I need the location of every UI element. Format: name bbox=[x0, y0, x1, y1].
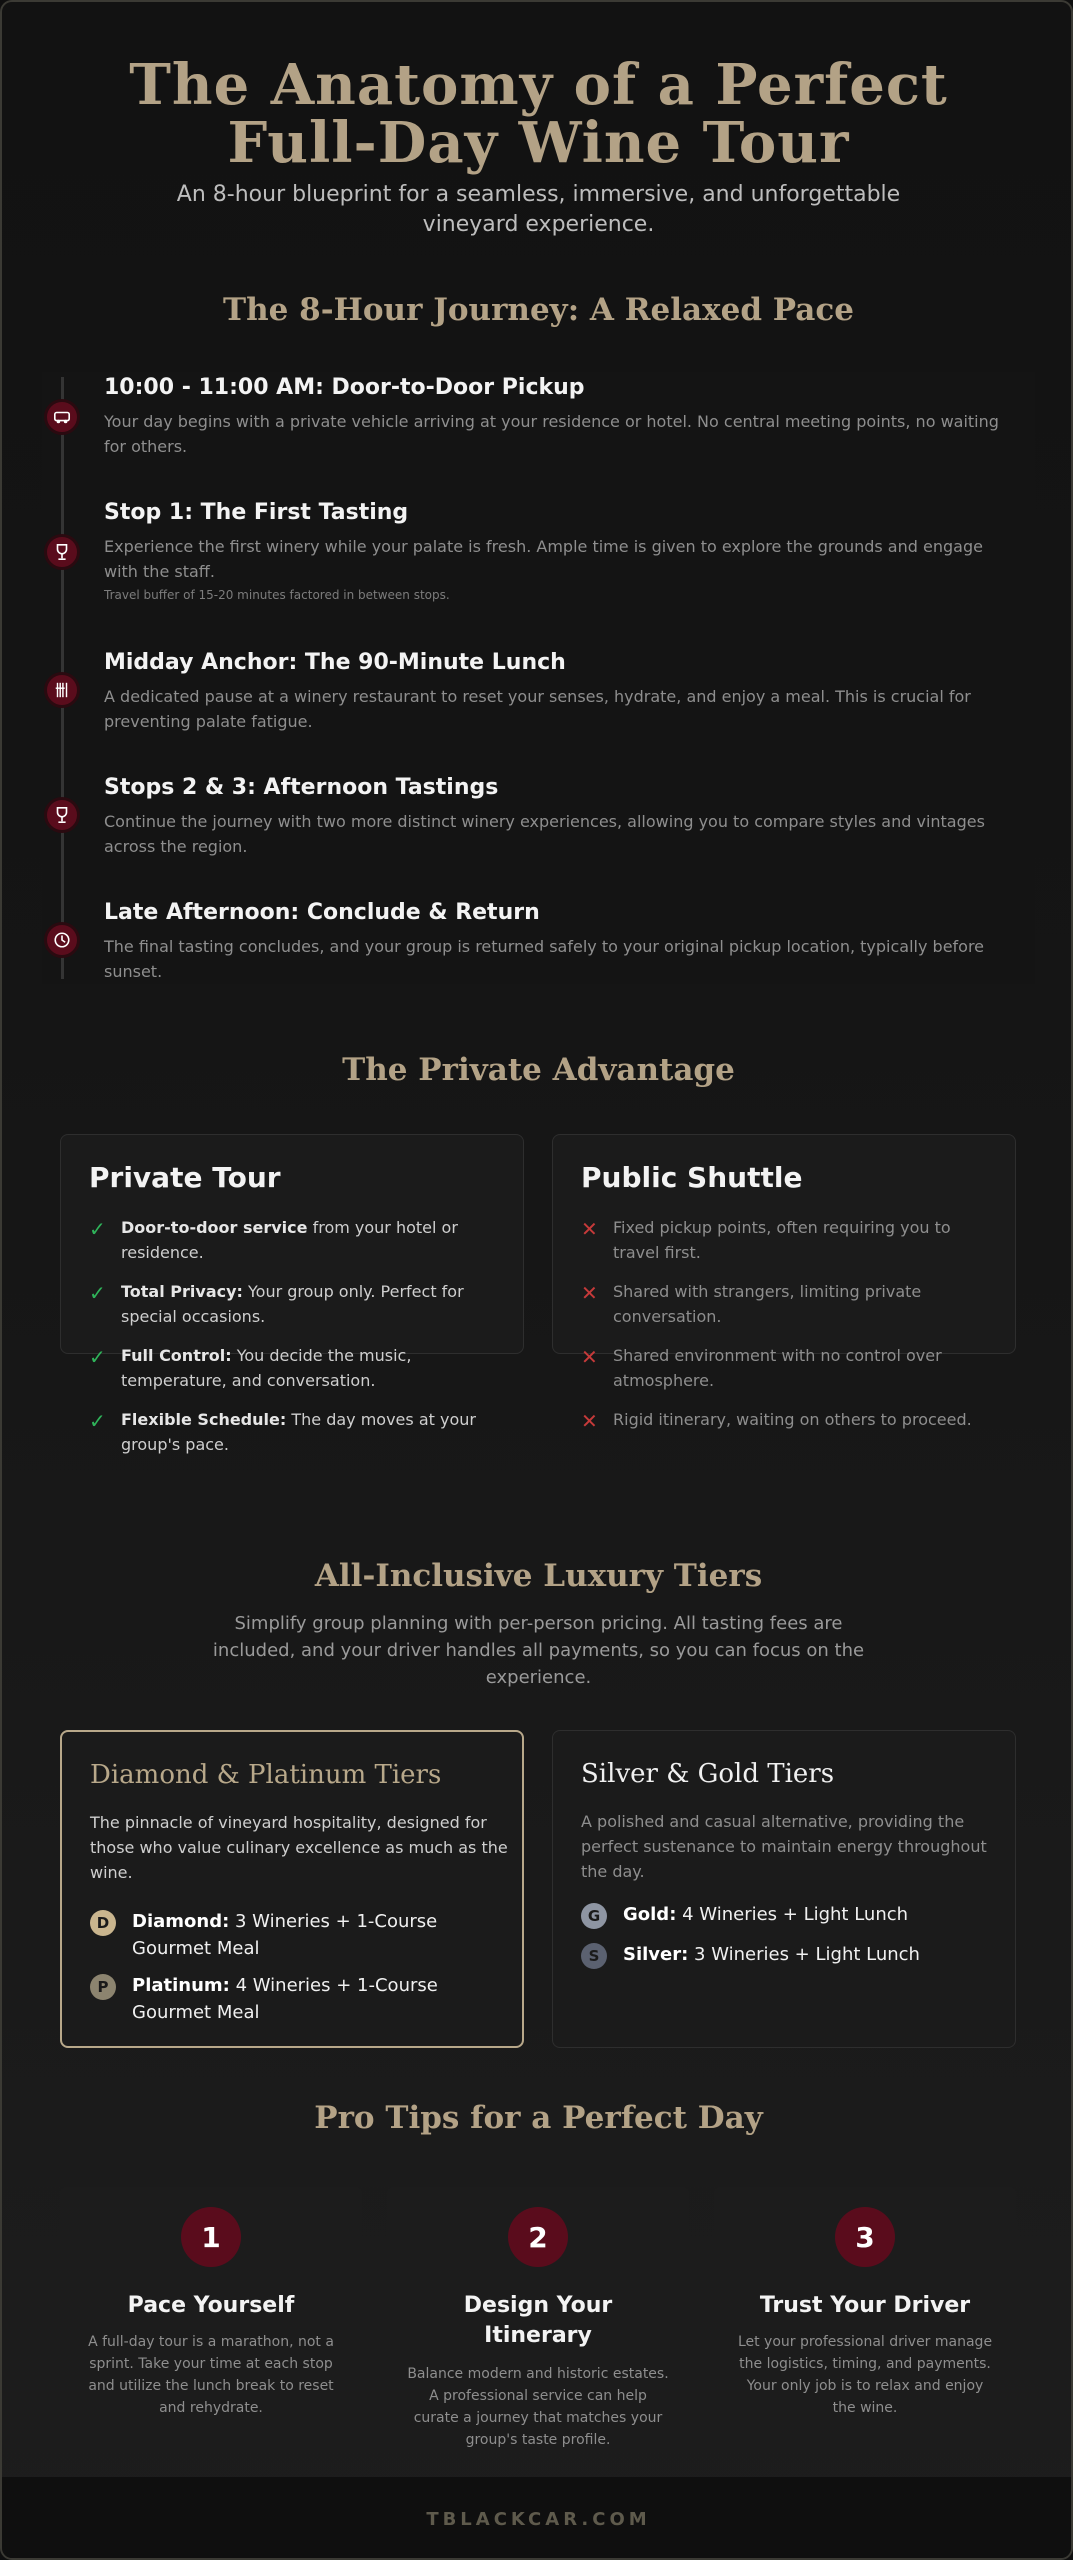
cross-icon: ✕ bbox=[581, 1409, 598, 1433]
tiers-intro: Simplify group planning with per-person pricing. All tasting fees are included, and your driver handles all payments, so you can focus on the experience. bbox=[212, 1613, 865, 1688]
timeline-item-title: Midday Anchor: The 90-Minute Lunch bbox=[104, 650, 566, 675]
tip-desc: Balance modern and historic estates. A professional service can help curate a journey that matches your group's taste profile. bbox=[407, 2366, 669, 2448]
tip-number: 3 bbox=[835, 2207, 895, 2267]
tip-number: 2 bbox=[508, 2207, 568, 2267]
tip-title: Pace Yourself bbox=[127, 2293, 295, 2318]
public-shuttle-title: Public Shuttle bbox=[581, 1161, 803, 1194]
standard-tier-desc: A polished and casual alternative, providing the perfect sustenance to maintain energy throughout the day. bbox=[581, 1812, 987, 1881]
timeline-item-title: Stop 1: The First Tasting bbox=[104, 500, 409, 525]
car-icon bbox=[44, 399, 80, 435]
silver-gold-card: Silver & Gold Tiers A polished and casual alternative, providing the perfect sustenance to maintain energy throughout the day. G Gold: 4 Wineries + Light Lunch S Silver: 3 Wineries + Light Lunch bbox=[552, 1730, 1016, 2048]
journey-title: The 8-Hour Journey: A Relaxed Pace bbox=[223, 292, 854, 328]
tip-desc: A full-day tour is a marathon, not a sprint. Take your time at each stop and utilize the lunch break to reset and rehydrate. bbox=[88, 2334, 334, 2416]
tip-card bbox=[714, 2187, 1016, 2449]
wine-glass-icon bbox=[44, 797, 80, 833]
tiers-title: All-Inclusive Luxury Tiers bbox=[314, 1558, 763, 1594]
footer-brand: TBLACKCAR.COM bbox=[426, 2509, 651, 2530]
utensils-icon bbox=[44, 672, 80, 708]
platinum-badge: P bbox=[90, 1974, 116, 2000]
timeline-item-desc: A dedicated pause at a winery restaurant to reset your senses, hydrate, and enjoy a meal. This is crucial for preventing palate fatigue. bbox=[104, 687, 971, 731]
timeline bbox=[42, 372, 1035, 984]
standard-tier-title: Silver & Gold Tiers bbox=[581, 1759, 835, 1789]
tip-desc: Let your professional driver manage the logistics, timing, and payments. Your only job is to relax and enjoy the wine. bbox=[737, 2334, 993, 2416]
tips-title: Pro Tips for a Perfect Day bbox=[314, 2100, 763, 2136]
private-tour-title: Private Tour bbox=[89, 1161, 281, 1194]
cross-icon: ✕ bbox=[581, 1281, 598, 1305]
cross-icon: ✕ bbox=[581, 1217, 598, 1241]
tip-title: Design Your Itinerary bbox=[463, 2293, 613, 2348]
check-icon: ✓ bbox=[89, 1409, 106, 1433]
check-icon: ✓ bbox=[89, 1281, 106, 1305]
diamond-platinum-card: Diamond & Platinum Tiers The pinnacle of vineyard hospitality, designed for those who value culinary excellence as much as the wine. D Diamond: 3 Wineries + 1-Course Gourmet Meal P Platinum: 4 Wineries + 1-Course Gourmet Meal bbox=[60, 1730, 524, 2048]
wine-glass-icon bbox=[44, 534, 80, 570]
premium-tier-desc: The pinnacle of vineyard hospitality, designed for those who value culinary excellence as much as the wine. bbox=[90, 1813, 508, 1882]
tip-card bbox=[60, 2187, 362, 2449]
advantage-title: The Private Advantage bbox=[342, 1052, 735, 1088]
tip-number: 1 bbox=[181, 2207, 241, 2267]
diamond-badge: D bbox=[90, 1910, 116, 1936]
timeline-item-desc: Your day begins with a private vehicle arriving at your residence or hotel. No central meeting points, no waiting for others. bbox=[104, 412, 999, 456]
timeline-item-title: 10:00 - 11:00 AM: Door-to-Door Pickup bbox=[104, 375, 585, 400]
tip-card bbox=[387, 2187, 689, 2449]
timeline-item-desc: Experience the first winery while your palate is fresh. Ample time is given to explore the grounds and engage with the staff. bbox=[104, 537, 983, 581]
timeline-item-title: Late Afternoon: Conclude & Return bbox=[104, 900, 540, 925]
clock-icon bbox=[44, 922, 80, 958]
premium-tier-title: Diamond & Platinum Tiers bbox=[90, 1760, 442, 1790]
public-shuttle-card: Public Shuttle ✕ Fixed pickup points, often requiring you to travel first. ✕ Shared with strangers, limiting private conversation. ✕ Shared environment with no control over atmosphere. ✕ Rigid itinerary, waiting on others to proceed. bbox=[552, 1134, 1016, 1354]
page-subtitle: An 8-hour blueprint for a seamless, immersive, and unforgettable vineyard experience. bbox=[176, 182, 901, 237]
check-icon: ✓ bbox=[89, 1345, 106, 1369]
cross-icon: ✕ bbox=[581, 1345, 598, 1369]
gold-badge: G bbox=[581, 1903, 607, 1929]
timeline-item-note: Travel buffer of 15-20 minutes factored in between stops. bbox=[104, 588, 450, 602]
timeline-item-desc: The final tasting concludes, and your group is returned safely to your original pickup location, typically before sunset. bbox=[104, 937, 985, 981]
private-tour-card: Private Tour ✓ Door-to-door service from your hotel or residence. ✓ Total Privacy: Your group only. Perfect for special occasions. ✓ Full Control: You decide the music, temperature, and conversation. ✓ Flexible Schedule: The day moves at your group's pace. bbox=[60, 1134, 524, 1354]
tip-title: Trust Your Driver bbox=[759, 2293, 971, 2318]
page-title: The Anatomy of a Perfect Full-Day Wine Tour bbox=[129, 52, 948, 176]
timeline-item-desc: Continue the journey with two more distinct winery experiences, allowing you to compare styles and vintages across the region. bbox=[104, 812, 985, 856]
check-icon: ✓ bbox=[89, 1217, 106, 1241]
silver-badge: S bbox=[581, 1943, 607, 1969]
timeline-item-title: Stops 2 & 3: Afternoon Tastings bbox=[104, 775, 499, 800]
footer bbox=[2, 2477, 1073, 2560]
